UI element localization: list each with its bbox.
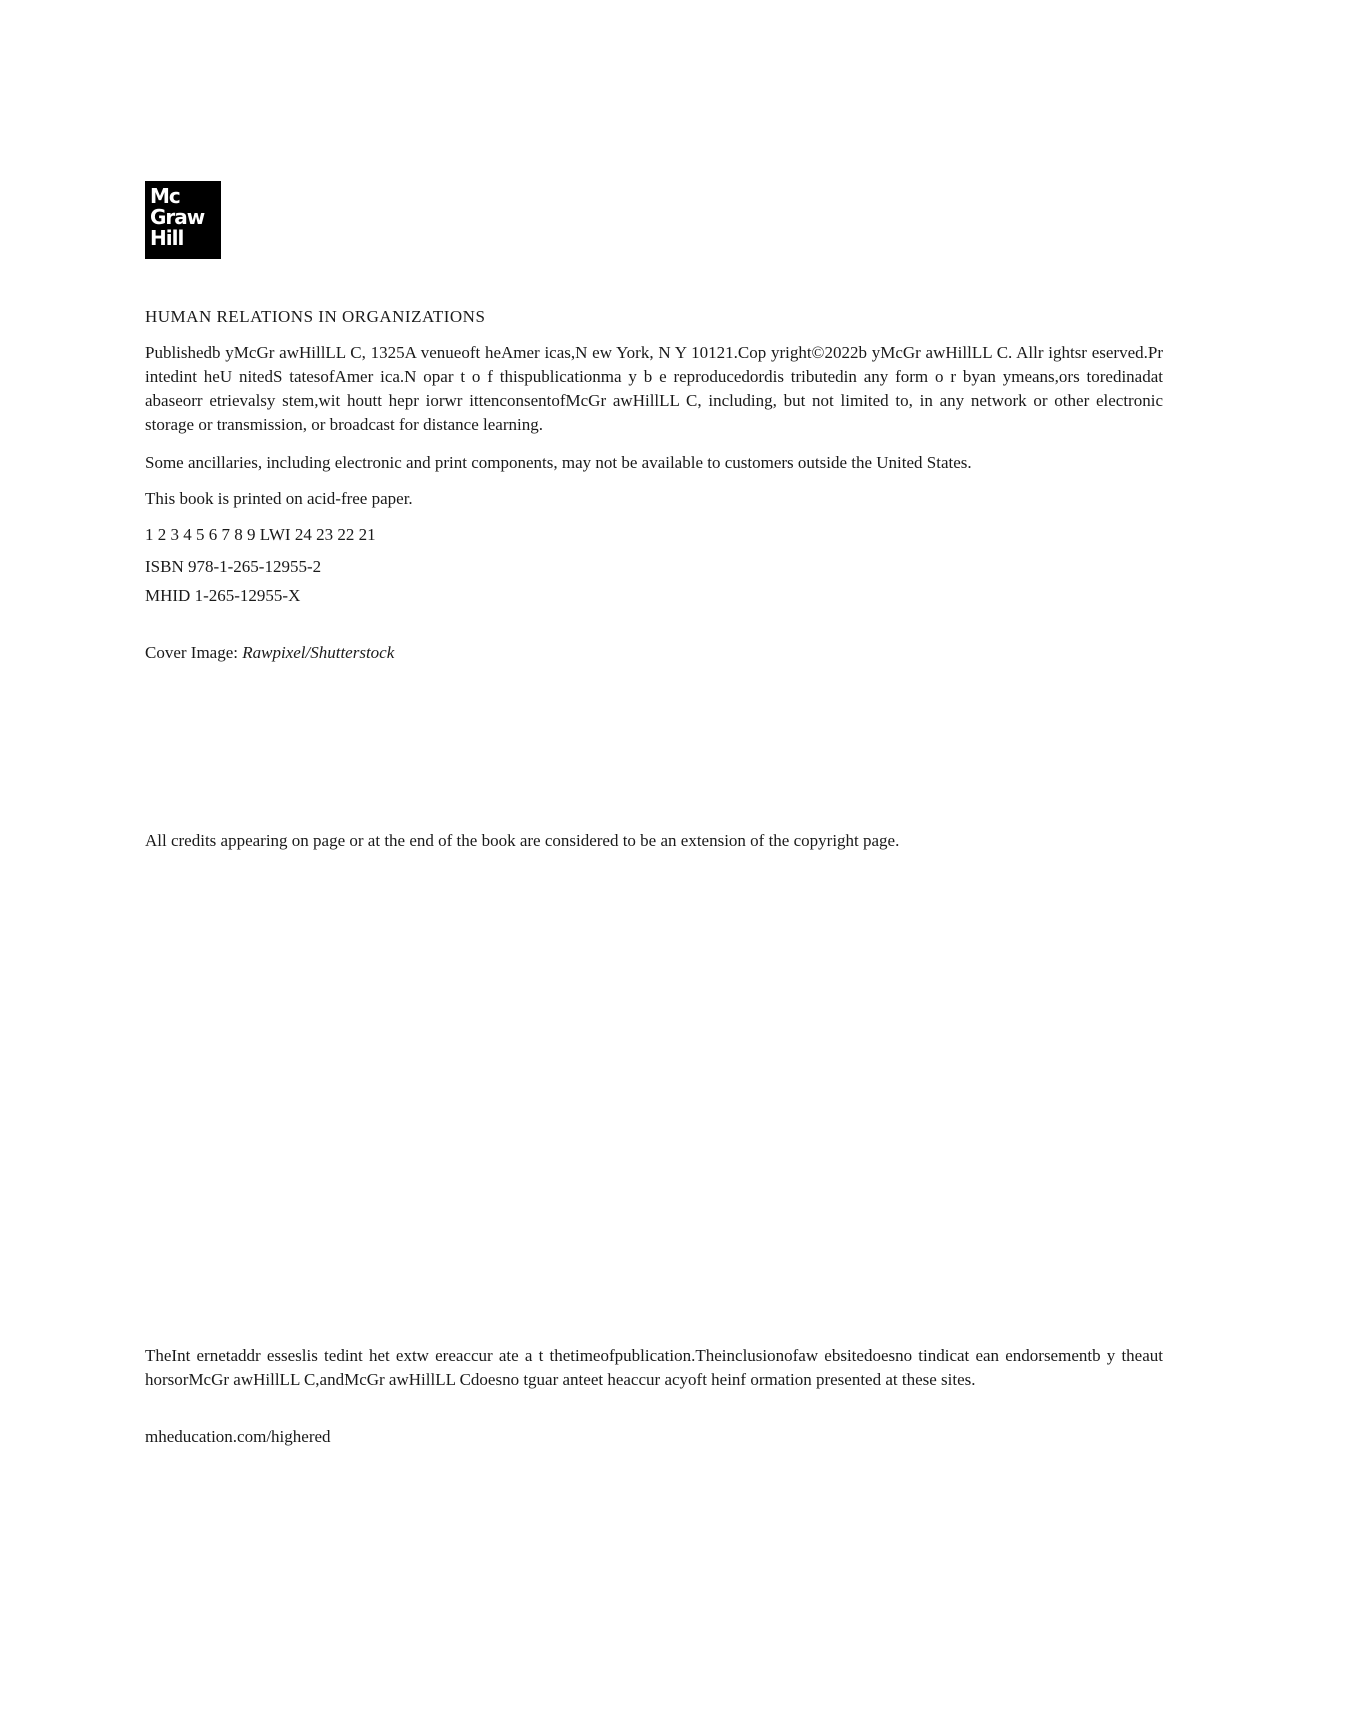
isbn: ISBN 978-1-265-12955-2 <box>145 557 322 576</box>
book-title: HUMAN RELATIONS IN ORGANIZATIONS <box>145 307 486 326</box>
website-link[interactable]: mheducation.com/highered <box>145 1427 331 1446</box>
logo-line-hill: Hill <box>150 226 184 250</box>
publishing-notice: Publishedb yMcGr awHillLL C, 1325A venueoft heAmer icas,N ew York, N Y 10121.Cop yright©2022b yMcGr awHillLL C. Allr ightsr eserved.Pr intedint heU nitedS tatesofAmer ica.N opar t o f thispublicationma y b e reproducedordis tributedin any form o r byan ymeans,ors toredinadat abaseorr etrievalsy stem,wit houtt hepr iorwr ittenconsentofMcGr awHillLL C, including, but not limited to, in any network or other electronic storage or transmission, or broadcast for distance learning. <box>145 343 1163 434</box>
internet-notice: TheInt ernetaddr esseslis tedint het extw ereaccur ate a t thetimeofpublication.Theinclusionofaw ebsitedoesno tindicat ean endorsementb y theaut horsorMcGr awHillLL C,andMcGr awHillLL Cdoesno tguar anteet heaccur acyoft heinf ormation presented at these sites. <box>145 1346 1163 1389</box>
paper-notice: This book is printed on acid-free paper. <box>145 489 413 508</box>
cover-image-credit <box>145 641 1163 665</box>
cover-image-label: Cover Image: <box>145 643 243 662</box>
cover-image-source: Rawpixel/Shutterstock <box>242 643 395 662</box>
credits-notice: All credits appearing on page or at the end of the book are considered to be an extension of the copyright page. <box>145 831 900 850</box>
logo-line-mc: Mc <box>150 184 180 208</box>
ancillaries-notice: Some ancillaries, including electronic and print components, may not be available to customers outside the United States. <box>145 453 972 472</box>
logo-line-graw: Graw <box>150 205 205 229</box>
mcgraw-hill-logo <box>145 181 221 259</box>
print-run-line: 1 2 3 4 5 6 7 8 9 LWI 24 23 22 21 <box>145 525 376 544</box>
mhid: MHID 1-265-12955-X <box>145 586 301 605</box>
